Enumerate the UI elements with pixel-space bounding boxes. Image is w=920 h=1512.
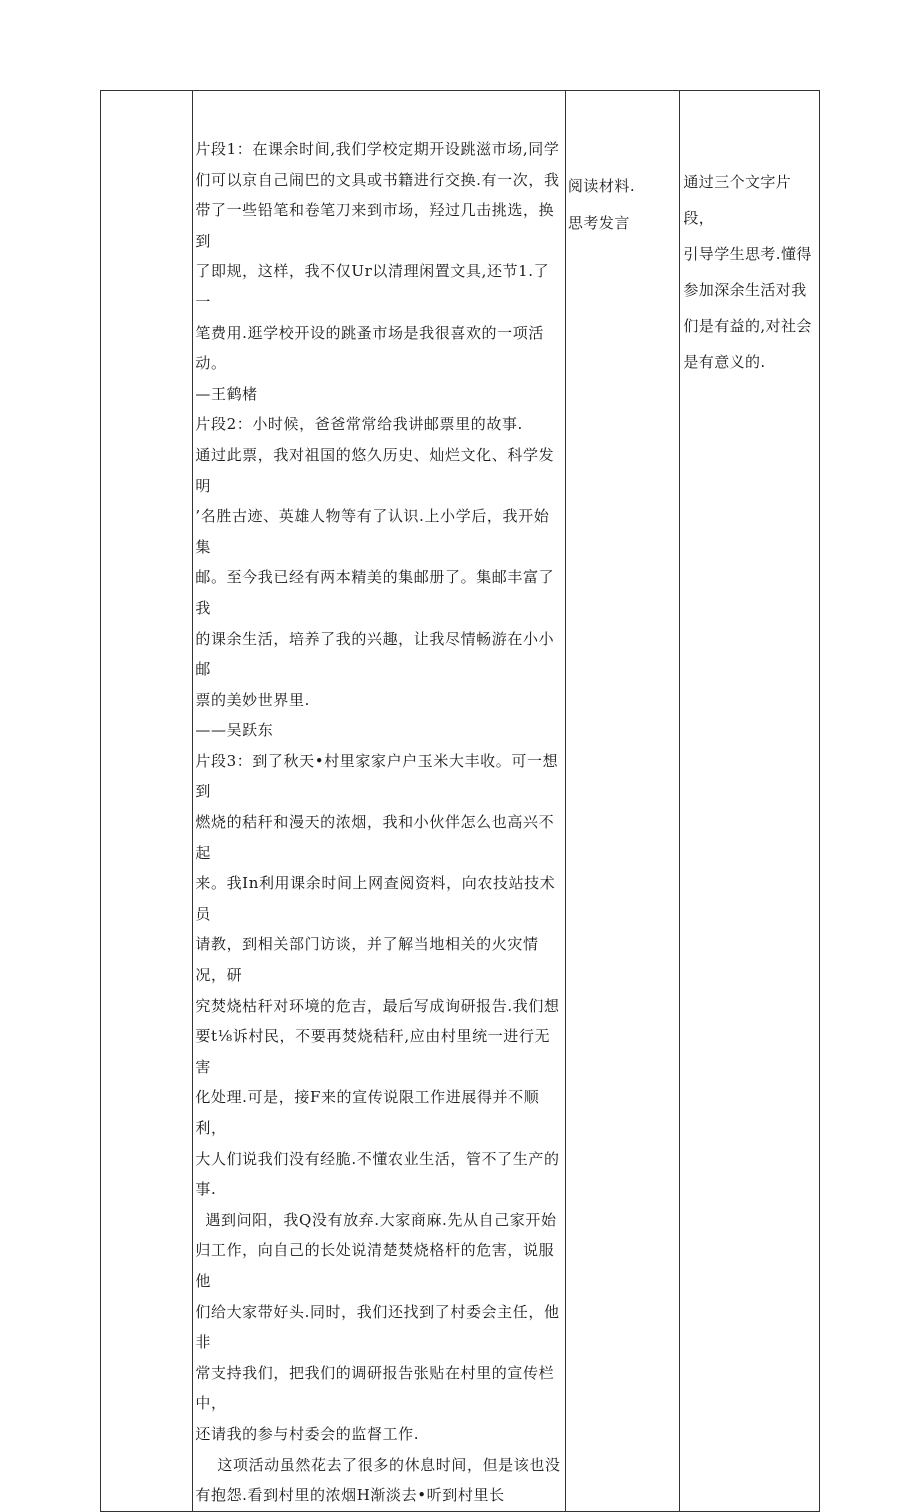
passage-line-28: 这项活动虽然花去了很多的休息时间，但是该也没: [217, 1455, 561, 1474]
passage-line-22: 事.: [195, 1180, 217, 1199]
passage-line-9: ’名胜古迹、英雄人物等有了认识.上小学后，我开始集: [195, 507, 550, 556]
passage-line-14: 片段3：到了秋天•村里家家户户玉米大丰收。可一想到: [195, 751, 559, 801]
intent-line-3: 参加深余生活对我: [683, 281, 807, 299]
passage-cell: [193, 91, 566, 1512]
passage-line-18: 究焚烧枯秆对环境的危吉，最后写成询研报告.我们想: [195, 996, 560, 1015]
passage-line-26: 常支持我们，把我们的调研报告张贴在村里的宣传栏中，: [195, 1363, 555, 1413]
passage-line-17: 请教，到相关部门访谈，并了解当地相关的火灾情况，研: [195, 935, 539, 985]
passage-line-23: 遇到问阳，我Q没有放弃.大家商麻.先从自己家开始: [205, 1210, 557, 1229]
passage-line-10: 邮。至今我已经有两本精美的集邮册了。集邮丰富了我: [195, 568, 555, 617]
passage-line-29: 有抱怨.看到村里的浓烟H渐淡去•听到村里长: [195, 1486, 505, 1505]
passage-line-15: 燃烧的秸秆和漫天的浓烟，我和小伙伴怎么也高兴不起: [195, 813, 555, 862]
passage-line-5: 笔费用.逛学校开设的跳蚤市场是我很喜欢的一项活动。: [195, 323, 544, 373]
passage-line-19: 要t⅛诉村民，不要再焚烧秸秆,应由村里统一进行无害: [195, 1027, 551, 1076]
passage-line-11: 的课余生活，培养了我的兴趣，让我尽情畅游在小小邮: [195, 629, 555, 679]
passage-line-20: 化处理.可是，接F来的宣传说限工作进展得并不顺利，: [195, 1088, 540, 1137]
passage-line-8: 通过此票，我对祖国的悠久历史、灿烂文化、科学发明: [195, 445, 555, 495]
intent-line-2: 引导学生思考.懂得: [683, 245, 812, 263]
passage-line-27: 还请我的参与村委会的监督工作.: [195, 1424, 420, 1443]
lesson-plan-table: [100, 90, 820, 1512]
design-intent-cell: [680, 91, 820, 1512]
table-row: [101, 91, 820, 1512]
activity-line-1: 阅读材料.: [567, 177, 636, 195]
passage-line-24: 归工作，向自己的长处说清楚焚烧格杆的危害，说服他: [195, 1241, 555, 1290]
activity-line-2: 思考发言: [567, 214, 630, 232]
student-activity-cell: [565, 91, 679, 1512]
passage-line-4: 了即规，这样，我不仅Ur以清理闲置文具,还节1.了一: [195, 262, 550, 311]
author-wang: —王鹤楮: [195, 384, 258, 403]
author-wu: ——吴跃东: [195, 721, 274, 740]
blank-column-cell: [101, 91, 193, 1512]
intent-line-4: 们是有益的,对社会: [683, 317, 812, 335]
intent-line-1: 通过三个文字片段，: [683, 173, 792, 227]
passage-line-12: 票的美妙世界里.: [195, 690, 310, 709]
passage-line-3: 带了一些铅笔和卷笔刀来到市场，羟过几击挑选，换到: [195, 201, 555, 250]
passage-line-25: 们给大家带好头.同时，我们还找到了村委会主任，他非: [195, 1302, 560, 1352]
passage-line-1: 片段1：在课余时间,我们学校定期开设跳滋市场,同学: [195, 140, 560, 158]
intent-line-5: 是有意义的.: [683, 353, 766, 371]
passage-line-21: 大人们说我们没有经脆.不懂农业生活，管不了生产的: [195, 1149, 560, 1168]
passage-line-2: 们可以京自己闹巴的文具或书籍进行交换.有一次，我: [195, 170, 560, 189]
passage-line-16: 来。我In利用课余时间上网查阅资料，向农技站技术员: [195, 874, 556, 923]
passage-line-7: 片段2：小时候，爸爸常常给我讲邮票里的故事.: [195, 415, 523, 434]
